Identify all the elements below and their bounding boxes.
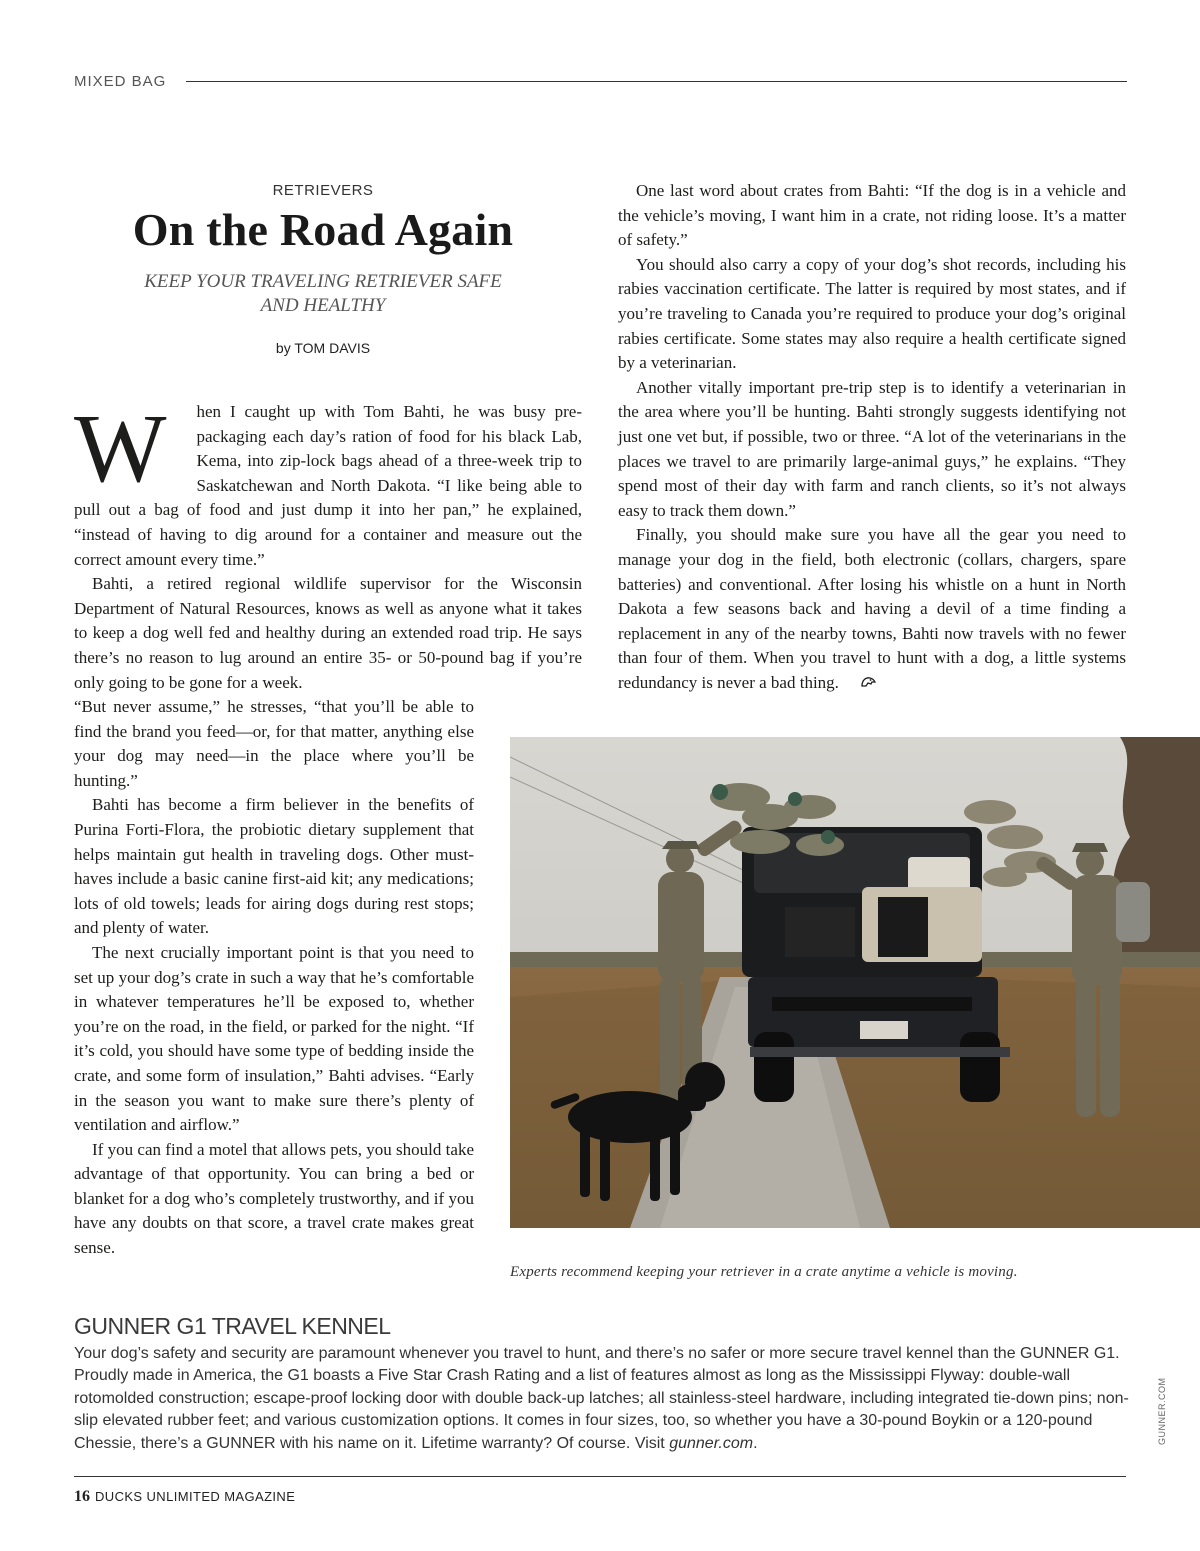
article-paragraph: If you can find a motel that allows pets, you should take advantage of that opportunity. You can bring a bed or blanket for a dog who’s completely trustworthy, and if you have any doubts on that score, a travel crate makes great sense. xyxy=(74,1139,474,1258)
article-paragraph: “But never assume,” he stresses, “that you’ll be able to find the brand you feed—or, for that matter, anything else your dog may need—in the place where you’ll be hunting.” xyxy=(74,697,474,790)
article-byline: by TOM DAVIS xyxy=(275,339,371,356)
page-number: 16 xyxy=(74,1488,90,1505)
magazine-name: DUCKS UNLIMITED MAGAZINE xyxy=(95,1489,296,1504)
article-column-1-bottom xyxy=(74,695,474,1261)
article-paragraph: One last word about crates from Bahti: “If the dog is in a vehicle and the vehicle’s moving, I want him in a crate, not riding loose. It’s a matter of safety.” xyxy=(618,181,1126,250)
article-title: On the Road Again xyxy=(132,204,514,255)
hunters-truck-photo xyxy=(510,737,1200,1228)
article-paragraph: Bahti, a retired regional wildlife supervisor for the Wisconsin Department of Natural Resources, knows as well as anyone what it takes to keep a dog well fed and healthy during an extended road trip. He says there’s no reason to lug around an entire 35- or 50-pound bag if you’re only going to be gone for a week. xyxy=(74,574,582,692)
article-paragraph: Bahti has become a firm believer in the benefits of Purina Forti-Flora, the probiotic dietary supplement that helps maintain gut health in traveling dogs. Other must-haves include a basic canine first-aid kit; any medications; lots of old towels; leads for airing dogs during rest stops; and plenty of water. xyxy=(74,795,474,938)
header-rule xyxy=(186,81,1127,82)
photo-caption: Experts recommend keeping your retriever in a crate anytime a vehicle is moving. xyxy=(510,1264,1018,1280)
article-paragraph: Finally, you should make sure you have all the gear you need to manage your dog in the field, both electronic (collars, chargers, spare batteries) and conventional. After losing his whistle on a hunt in North Dakota a few seasons back and having a devil of a time finding a replacement in any of the nearby towns, Bahti now travels with no fewer than four of them. When you travel to hunt with a dog, a little systems redundancy is never a bad thing. xyxy=(618,523,1126,697)
article-kicker: RETRIEVERS xyxy=(272,182,374,199)
article-column-2 xyxy=(618,179,1126,697)
section-label: MIXED BAG xyxy=(74,73,167,90)
article-deck: KEEP YOUR TRAVELING RETRIEVER SAFE AND HEALTHY xyxy=(144,270,502,316)
footer-rule xyxy=(74,1476,1126,1477)
article-title-block xyxy=(74,182,572,356)
ad-link[interactable]: gunner.com xyxy=(669,1434,754,1452)
article-paragraph: W hen I caught up with Tom Bahti, he was busy pre-packaging each day’s ration of food for his black Lab, Kema, into zip-lock bags ahead of a three-week trip to Saskatchewan and North Dakota. “I like being able to pull out a bag of food and just dump it into her pan,” he explained, “instead of having to dig around for a container and measure out the correct amount every time.” xyxy=(74,395,582,569)
page-folio xyxy=(74,1488,295,1506)
article-paragraph: The next crucially important point is that you need to set up your dog’s crate in such a way that he’s comfortable in whatever temperatures he’ll be exposed to, whether you’re on the road, in the field, or parked for the night. “If it’s cold, you should have some type of bedding inside the crate, and some form of insulation,” Bahti advises. “Early in the season you want to make sure there’s plenty of ventilation and airflow.” xyxy=(74,942,474,1135)
vertical-url: GUNNER.COM xyxy=(1157,1377,1167,1445)
article-column-1-top xyxy=(74,395,582,695)
ad-title: GUNNER G1 TRAVEL KENNEL xyxy=(74,1313,391,1339)
retriever-head-icon xyxy=(842,673,876,698)
ad-body: Your dog’s safety and security are paramount whenever you travel to hunt, and there’s no safer or more secure travel kennel than the GUNNER G1. Proudly made in America, the G1 boasts a Five Star Crash Rating and a list of features almost as long as the Mississippi Flyway: double-wall rotomolded construction; escape-proof locking door with double back-up latches; all stainless-steel hardware, including integrated tie-down pins; non-slip elevated rubber feet; and various customization options. It comes in four sizes, too, so whether you have a 30-pound Boykin or a 120-pound Chessie, there’s a GUNNER with his name on it. Lifetime warranty? Of course. Visit gunner.com. xyxy=(74,1345,1129,1452)
article-paragraph: You should also carry a copy of your dog’s shot records, including his rabies vaccination certificate. The latter is required by most states, and if you’re traveling to Canada you’re required to produce your dog’s original rabies certificate. Some states may also require a health certificate signed by a veterinarian. xyxy=(618,254,1126,373)
article-paragraph: Another vitally important pre-trip step is to identify a veterinarian in the area where you’ll be hunting. Bahti strongly suggests identifying not just one vet but, if possible, two or three. “A lot of the veterinarians in the places we travel to are primarily large-animal guys,” he explains. “They spend most of their day with farm and ranch clients, so it’s not always easy to track them down.” xyxy=(618,377,1126,520)
drop-cap: W xyxy=(74,395,167,503)
